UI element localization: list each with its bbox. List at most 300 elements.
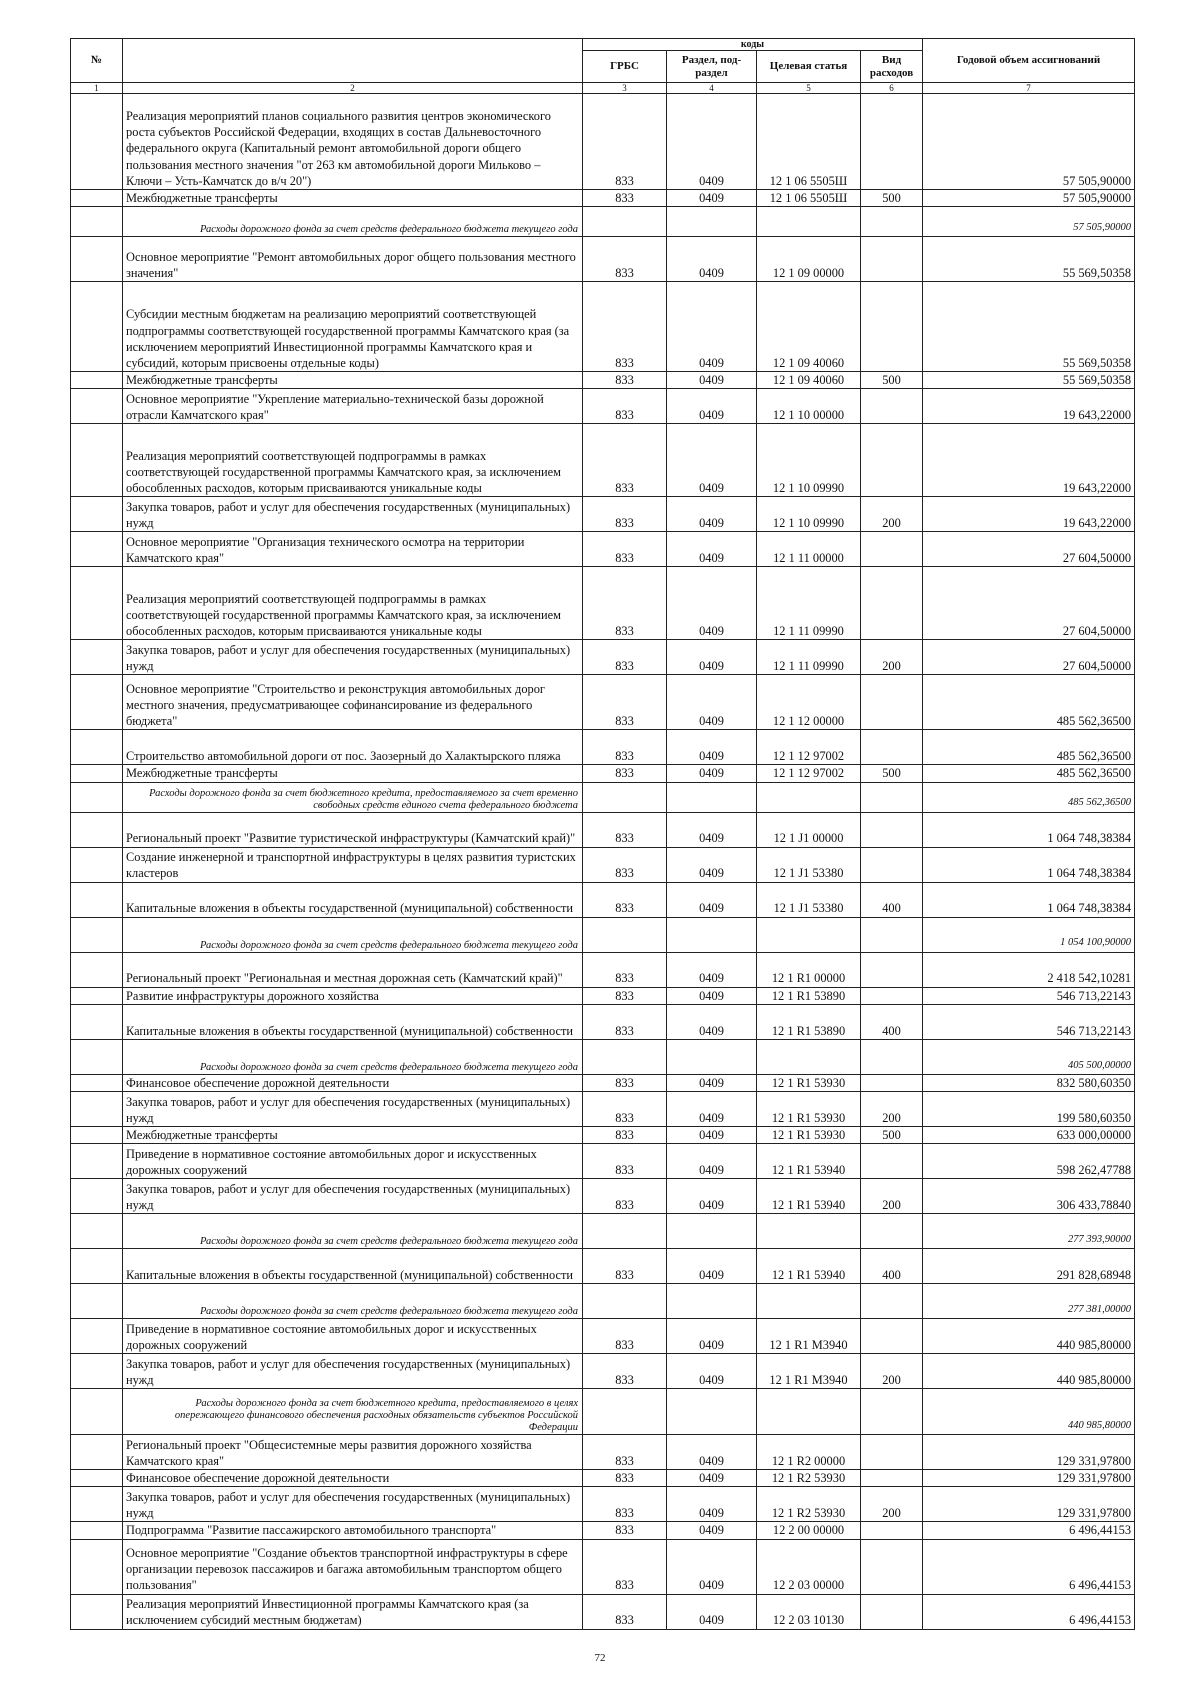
header-section: Раздел, под-раздел (667, 51, 757, 83)
row-section: 0409 (667, 952, 757, 987)
row-type (861, 1214, 923, 1249)
row-number (71, 1249, 123, 1284)
row-type: 500 (861, 765, 923, 782)
row-type: 200 (861, 1487, 923, 1522)
row-number (71, 882, 123, 917)
row-name: Межбюджетные трансферты (123, 1127, 583, 1144)
row-name: Расходы дорожного фонда за счет средств федерального бюджета текущего года (123, 1284, 583, 1319)
row-grbs: 833 (583, 424, 667, 497)
row-number (71, 372, 123, 389)
row-type (861, 567, 923, 640)
row-name: Расходы дорожного фонда за счет средств федерального бюджета текущего года (123, 1214, 583, 1249)
row-grbs (583, 917, 667, 952)
row-type (861, 1470, 923, 1487)
row-grbs: 833 (583, 847, 667, 882)
header-grbs: ГРБС (583, 51, 667, 83)
row-amount: 291 828,68948 (923, 1249, 1135, 1284)
row-type (861, 847, 923, 882)
header-codes: коды (583, 39, 923, 51)
row-amount: 277 381,00000 (923, 1284, 1135, 1319)
row-section: 0409 (667, 372, 757, 389)
row-amount: 440 985,80000 (923, 1389, 1135, 1435)
row-amount: 440 985,80000 (923, 1319, 1135, 1354)
row-type (861, 782, 923, 812)
row-amount: 440 985,80000 (923, 1354, 1135, 1389)
row-amount: 277 393,90000 (923, 1214, 1135, 1249)
row-type: 500 (861, 190, 923, 207)
row-type (861, 207, 923, 237)
row-section: 0409 (667, 1435, 757, 1470)
row-amount: 405 500,00000 (923, 1039, 1135, 1074)
table-row (71, 987, 1135, 1004)
row-amount: 19 643,22000 (923, 424, 1135, 497)
row-section: 0409 (667, 1487, 757, 1522)
table-row (71, 1214, 1135, 1249)
row-target: 12 1 R1 53940 (757, 1144, 861, 1179)
table-row (71, 1319, 1135, 1354)
row-target: 12 2 00 00000 (757, 1522, 861, 1539)
row-target: 12 1 09 40060 (757, 372, 861, 389)
row-type: 200 (861, 640, 923, 675)
row-name: Расходы дорожного фонда за счет бюджетного кредита, предоставляемого в целях опережающего финансового обеспечения расходных обязательств субъектов Российской Федерации (123, 1389, 583, 1435)
budget-table-sheet (70, 38, 1134, 1630)
row-name: Приведение в нормативное состояние автомобильных дорог и искусственных дорожных сооружений (123, 1144, 583, 1179)
row-amount: 485 562,36500 (923, 675, 1135, 730)
table-row (71, 917, 1135, 952)
row-grbs: 833 (583, 1594, 667, 1629)
row-name: Закупка товаров, работ и услуг для обеспечения государственных (муниципальных) нужд (123, 1354, 583, 1389)
row-target: 12 1 10 09990 (757, 424, 861, 497)
row-name: Развитие инфраструктуры дорожного хозяйства (123, 987, 583, 1004)
table-row (71, 952, 1135, 987)
row-amount: 546 713,22143 (923, 1004, 1135, 1039)
row-amount: 2 418 542,10281 (923, 952, 1135, 987)
header-col-number: 7 (923, 83, 1135, 94)
row-section (667, 1389, 757, 1435)
row-type: 200 (861, 1354, 923, 1389)
table-row (71, 497, 1135, 532)
page-number: 72 (594, 1652, 606, 1664)
table-row (71, 1249, 1135, 1284)
row-grbs: 833 (583, 372, 667, 389)
row-section (667, 917, 757, 952)
row-number (71, 765, 123, 782)
row-number (71, 282, 123, 372)
row-amount: 57 505,90000 (923, 94, 1135, 190)
row-type (861, 730, 923, 765)
row-name: Закупка товаров, работ и услуг для обеспечения государственных (муниципальных) нужд (123, 640, 583, 675)
row-grbs (583, 782, 667, 812)
header-col-number: 6 (861, 83, 923, 94)
row-name: Закупка товаров, работ и услуг для обеспечения государственных (муниципальных) нужд (123, 1179, 583, 1214)
row-section: 0409 (667, 389, 757, 424)
row-name: Капитальные вложения в объекты государственной (муниципальной) собственности (123, 1004, 583, 1039)
row-name: Строительство автомобильной дороги от пос. Заозерный до Халактырского пляжа (123, 730, 583, 765)
row-grbs: 833 (583, 952, 667, 987)
row-type (861, 1522, 923, 1539)
row-section: 0409 (667, 1539, 757, 1594)
row-name: Основное мероприятие "Создание объектов транспортной инфраструктуры в сфере организации перевозок пассажиров и багажа автомобильным транспортом общего пользования" (123, 1539, 583, 1594)
row-amount: 19 643,22000 (923, 389, 1135, 424)
row-type (861, 1039, 923, 1074)
row-name: Расходы дорожного фонда за счет бюджетного кредита, предоставляемого за счет временно свободных средств единого счета федерального бюджета (123, 782, 583, 812)
table-row (71, 1179, 1135, 1214)
row-target: 12 1 R1 00000 (757, 952, 861, 987)
row-target: 12 1 09 40060 (757, 282, 861, 372)
budget-table (70, 38, 1135, 1630)
row-section: 0409 (667, 1074, 757, 1091)
header-num: № (71, 39, 123, 83)
row-target (757, 1389, 861, 1435)
row-section: 0409 (667, 675, 757, 730)
row-section: 0409 (667, 424, 757, 497)
table-row (71, 1522, 1135, 1539)
row-amount: 55 569,50358 (923, 372, 1135, 389)
row-number (71, 532, 123, 567)
row-target: 12 1 06 5505Ш (757, 94, 861, 190)
row-target: 12 1 R1 53930 (757, 1074, 861, 1091)
row-type: 400 (861, 1249, 923, 1284)
row-target: 12 1 12 97002 (757, 765, 861, 782)
row-type (861, 1284, 923, 1319)
row-section: 0409 (667, 532, 757, 567)
row-name: Приведение в нормативное состояние автомобильных дорог и искусственных дорожных сооружений (123, 1319, 583, 1354)
row-section (667, 1284, 757, 1319)
row-number (71, 1319, 123, 1354)
row-amount: 199 580,60350 (923, 1092, 1135, 1127)
row-amount: 1 064 748,38384 (923, 882, 1135, 917)
row-amount: 832 580,60350 (923, 1074, 1135, 1091)
row-amount: 55 569,50358 (923, 237, 1135, 282)
row-name: Региональный проект "Развитие туристической инфраструктуры (Камчатский край)" (123, 812, 583, 847)
row-grbs: 833 (583, 1004, 667, 1039)
row-target (757, 1039, 861, 1074)
row-name: Закупка товаров, работ и услуг для обеспечения государственных (муниципальных) нужд (123, 1092, 583, 1127)
row-number (71, 497, 123, 532)
table-row (71, 532, 1135, 567)
row-name: Создание инженерной и транспортной инфраструктуры в целях развития туристских кластеров (123, 847, 583, 882)
row-target (757, 207, 861, 237)
row-grbs: 833 (583, 1470, 667, 1487)
row-type (861, 424, 923, 497)
row-grbs: 833 (583, 1354, 667, 1389)
row-number (71, 640, 123, 675)
row-section: 0409 (667, 1594, 757, 1629)
table-row (71, 1074, 1135, 1091)
row-section: 0409 (667, 497, 757, 532)
row-grbs: 833 (583, 282, 667, 372)
row-section: 0409 (667, 987, 757, 1004)
table-row (71, 640, 1135, 675)
row-target: 12 1 R2 00000 (757, 1435, 861, 1470)
row-grbs: 833 (583, 94, 667, 190)
table-row (71, 1487, 1135, 1522)
row-number (71, 1522, 123, 1539)
row-number (71, 952, 123, 987)
row-grbs: 833 (583, 1487, 667, 1522)
row-target: 12 1 11 09990 (757, 640, 861, 675)
row-grbs (583, 1389, 667, 1435)
row-target: 12 1 R1 53890 (757, 987, 861, 1004)
row-grbs: 833 (583, 1179, 667, 1214)
row-amount: 6 496,44153 (923, 1594, 1135, 1629)
row-number (71, 730, 123, 765)
header-col-number: 3 (583, 83, 667, 94)
row-target: 12 1 J1 00000 (757, 812, 861, 847)
row-name: Финансовое обеспечение дорожной деятельности (123, 1470, 583, 1487)
row-number (71, 1435, 123, 1470)
row-target: 12 1 R1 M3940 (757, 1354, 861, 1389)
row-name: Финансовое обеспечение дорожной деятельности (123, 1074, 583, 1091)
table-row (71, 1354, 1135, 1389)
row-section: 0409 (667, 1179, 757, 1214)
row-name: Региональный проект "Региональная и местная дорожная сеть (Камчатский край)" (123, 952, 583, 987)
row-name: Закупка товаров, работ и услуг для обеспечения государственных (муниципальных) нужд (123, 497, 583, 532)
row-target: 12 1 J1 53380 (757, 847, 861, 882)
table-row (71, 424, 1135, 497)
row-number (71, 1487, 123, 1522)
row-number (71, 207, 123, 237)
row-type (861, 1319, 923, 1354)
table-row (71, 237, 1135, 282)
row-grbs (583, 1039, 667, 1074)
row-amount: 546 713,22143 (923, 987, 1135, 1004)
row-section: 0409 (667, 730, 757, 765)
row-target (757, 917, 861, 952)
table-row (71, 730, 1135, 765)
row-amount: 633 000,00000 (923, 1127, 1135, 1144)
row-type: 200 (861, 497, 923, 532)
row-type (861, 532, 923, 567)
row-number (71, 1214, 123, 1249)
row-amount: 485 562,36500 (923, 765, 1135, 782)
row-name: Реализация мероприятий Инвестиционной программы Камчатского края (за исключением субсидий местным бюджетам) (123, 1594, 583, 1629)
row-number (71, 782, 123, 812)
row-name: Расходы дорожного фонда за счет средств федерального бюджета текущего года (123, 917, 583, 952)
row-section: 0409 (667, 190, 757, 207)
row-grbs: 833 (583, 190, 667, 207)
row-section: 0409 (667, 1127, 757, 1144)
table-row (71, 1284, 1135, 1319)
table-row (71, 372, 1135, 389)
row-number (71, 812, 123, 847)
row-target: 12 1 R1 53940 (757, 1179, 861, 1214)
row-section: 0409 (667, 765, 757, 782)
table-row (71, 1039, 1135, 1074)
row-target: 12 2 03 00000 (757, 1539, 861, 1594)
row-number (71, 847, 123, 882)
row-name: Капитальные вложения в объекты государственной (муниципальной) собственности (123, 1249, 583, 1284)
header-name (123, 39, 583, 83)
row-type (861, 1435, 923, 1470)
row-amount: 55 569,50358 (923, 282, 1135, 372)
row-name: Реализация мероприятий соответствующей подпрограммы в рамках соответствующей государственной программы Камчатского края, за исключением обособленных расходов, которым присваиваются уникальные коды (123, 424, 583, 497)
row-amount: 598 262,47788 (923, 1144, 1135, 1179)
row-target: 12 1 J1 53380 (757, 882, 861, 917)
row-amount: 1 054 100,90000 (923, 917, 1135, 952)
row-amount: 306 433,78840 (923, 1179, 1135, 1214)
row-name: Межбюджетные трансферты (123, 372, 583, 389)
row-type: 200 (861, 1092, 923, 1127)
row-grbs: 833 (583, 765, 667, 782)
table-body (71, 94, 1135, 1630)
row-type (861, 282, 923, 372)
row-grbs: 833 (583, 389, 667, 424)
row-grbs: 833 (583, 1522, 667, 1539)
row-number (71, 675, 123, 730)
row-number (71, 1004, 123, 1039)
row-grbs (583, 1284, 667, 1319)
row-target: 12 1 R1 53890 (757, 1004, 861, 1039)
header-type: Вид расходов (861, 51, 923, 83)
row-name: Расходы дорожного фонда за счет средств федерального бюджета текущего года (123, 207, 583, 237)
row-number (71, 1039, 123, 1074)
table-row (71, 1470, 1135, 1487)
row-type (861, 94, 923, 190)
row-target: 12 1 R2 53930 (757, 1487, 861, 1522)
header-target: Целевая статья (757, 51, 861, 83)
table-row (71, 765, 1135, 782)
row-target: 12 1 09 00000 (757, 237, 861, 282)
table-row (71, 1539, 1135, 1594)
row-target: 12 1 11 09990 (757, 567, 861, 640)
table-row (71, 812, 1135, 847)
row-name: Подпрограмма "Развитие пассажирского автомобильного транспорта" (123, 1522, 583, 1539)
row-name: Расходы дорожного фонда за счет средств федерального бюджета текущего года (123, 1039, 583, 1074)
row-target: 12 1 R1 M3940 (757, 1319, 861, 1354)
table-row (71, 567, 1135, 640)
row-number (71, 237, 123, 282)
row-name: Субсидии местным бюджетам на реализацию мероприятий соответствующей подпрограммы соответствующей государственной программы Камчатского края (за исключением мероприятий Инвестиционной программы Камчатского края и субсидий, которым присвоены отдельные коды) (123, 282, 583, 372)
row-type (861, 237, 923, 282)
row-target: 12 1 R1 53930 (757, 1092, 861, 1127)
row-section (667, 782, 757, 812)
row-name: Реализация мероприятий соответствующей подпрограммы в рамках соответствующей государственной программы Камчатского края, за исключением обособленных расходов, которым присваиваются уникальные коды (123, 567, 583, 640)
row-type: 400 (861, 1004, 923, 1039)
row-target: 12 1 R1 53940 (757, 1249, 861, 1284)
row-grbs: 833 (583, 1092, 667, 1127)
row-section: 0409 (667, 847, 757, 882)
row-type (861, 1389, 923, 1435)
header-col-number: 2 (123, 83, 583, 94)
row-section: 0409 (667, 1354, 757, 1389)
row-type: 500 (861, 372, 923, 389)
row-section: 0409 (667, 882, 757, 917)
row-section: 0409 (667, 1522, 757, 1539)
row-amount: 485 562,36500 (923, 782, 1135, 812)
table-row (71, 190, 1135, 207)
row-number (71, 424, 123, 497)
row-type (861, 987, 923, 1004)
row-type: 500 (861, 1127, 923, 1144)
row-section: 0409 (667, 640, 757, 675)
row-type (861, 675, 923, 730)
row-amount: 129 331,97800 (923, 1435, 1135, 1470)
table-row (71, 1594, 1135, 1629)
row-type (861, 1144, 923, 1179)
row-amount: 19 643,22000 (923, 497, 1135, 532)
row-name: Основное мероприятие "Укрепление материально-технической базы дорожной отрасли Камчатского края" (123, 389, 583, 424)
row-target: 12 2 03 10130 (757, 1594, 861, 1629)
row-name: Основное мероприятие "Организация технического осмотра на территории Камчатского края" (123, 532, 583, 567)
row-grbs: 833 (583, 675, 667, 730)
header-col-number: 5 (757, 83, 861, 94)
row-name: Закупка товаров, работ и услуг для обеспечения государственных (муниципальных) нужд (123, 1487, 583, 1522)
row-name: Реализация мероприятий планов социального развития центров экономического роста субъектов Российской Федерации, входящих в состав Дальневосточного федерального округа (Капитальный ремонт автомобильной дороги общего пользования местного значения "от 263 км автомобильной дороги Мильково – Ключи – Усть-Камчатск до в/ч 20") (123, 94, 583, 190)
row-name: Межбюджетные трансферты (123, 765, 583, 782)
row-grbs: 833 (583, 1435, 667, 1470)
row-grbs: 833 (583, 812, 667, 847)
row-amount: 1 064 748,38384 (923, 812, 1135, 847)
row-type: 200 (861, 1179, 923, 1214)
table-row (71, 1127, 1135, 1144)
row-grbs: 833 (583, 567, 667, 640)
row-grbs: 833 (583, 1319, 667, 1354)
row-grbs: 833 (583, 882, 667, 917)
table-row (71, 207, 1135, 237)
header-col-number: 1 (71, 83, 123, 94)
table-row (71, 94, 1135, 190)
row-number (71, 1354, 123, 1389)
row-number (71, 94, 123, 190)
row-section: 0409 (667, 237, 757, 282)
row-amount: 27 604,50000 (923, 640, 1135, 675)
row-grbs (583, 1214, 667, 1249)
row-type (861, 1594, 923, 1629)
row-number (71, 1179, 123, 1214)
row-target (757, 1214, 861, 1249)
row-number (71, 1127, 123, 1144)
row-section: 0409 (667, 1092, 757, 1127)
row-section (667, 1039, 757, 1074)
row-section: 0409 (667, 567, 757, 640)
row-name: Капитальные вложения в объекты государственной (муниципальной) собственности (123, 882, 583, 917)
row-type (861, 1539, 923, 1594)
row-target: 12 1 10 09990 (757, 497, 861, 532)
row-grbs: 833 (583, 1127, 667, 1144)
row-grbs: 833 (583, 1249, 667, 1284)
row-type (861, 952, 923, 987)
row-amount: 27 604,50000 (923, 532, 1135, 567)
table-row (71, 1389, 1135, 1435)
table-row (71, 282, 1135, 372)
row-name: Основное мероприятие "Ремонт автомобильных дорог общего пользования местного значения" (123, 237, 583, 282)
row-amount: 1 064 748,38384 (923, 847, 1135, 882)
row-amount: 129 331,97800 (923, 1487, 1135, 1522)
row-target: 12 1 06 5505Ш (757, 190, 861, 207)
row-number (71, 1284, 123, 1319)
row-section (667, 207, 757, 237)
row-grbs (583, 207, 667, 237)
table-row (71, 1004, 1135, 1039)
row-number (71, 987, 123, 1004)
table-row (71, 1435, 1135, 1470)
row-target: 12 1 10 00000 (757, 389, 861, 424)
row-type (861, 389, 923, 424)
row-grbs: 833 (583, 1144, 667, 1179)
row-target: 12 1 R2 53930 (757, 1470, 861, 1487)
row-type (861, 917, 923, 952)
row-grbs: 833 (583, 237, 667, 282)
row-section: 0409 (667, 282, 757, 372)
row-name: Межбюджетные трансферты (123, 190, 583, 207)
row-grbs: 833 (583, 730, 667, 765)
row-number (71, 1539, 123, 1594)
table-row (71, 882, 1135, 917)
row-section: 0409 (667, 1004, 757, 1039)
row-section: 0409 (667, 1144, 757, 1179)
row-number (71, 1092, 123, 1127)
